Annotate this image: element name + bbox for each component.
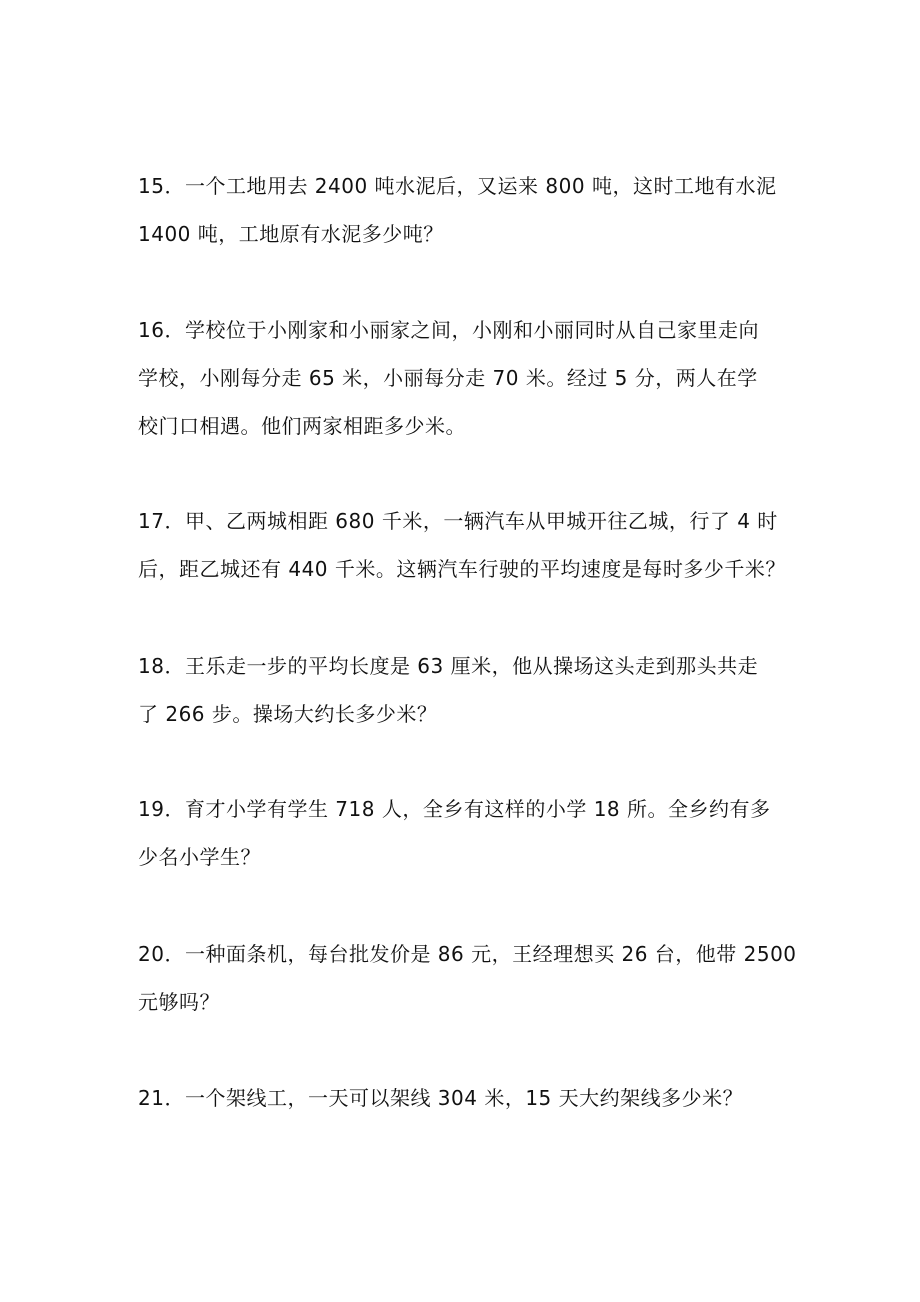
problem-18 bbox=[138, 642, 788, 738]
problem-15 bbox=[138, 162, 788, 258]
problem-line: 1400 吨，工地原有水泥多少吨？ bbox=[138, 222, 444, 246]
problem-line: 20．一种面条机，每台批发价是 86 元，王经理想买 26 台，他带 2500 bbox=[138, 942, 797, 966]
problem-16 bbox=[138, 306, 788, 450]
problem-line: 少名小学生？ bbox=[138, 845, 261, 869]
problem-21 bbox=[138, 1074, 788, 1122]
problem-line: 学校，小刚每分走 65 米，小丽每分走 70 米。经过 5 分，两人在学 bbox=[138, 366, 758, 390]
problem-line: 元够吗？ bbox=[138, 990, 220, 1014]
problem-line: 19．育才小学有学生 718 人，全乡有这样的小学 18 所。全乡约有多 bbox=[138, 797, 771, 821]
problem-line: 17．甲、乙两城相距 680 千米，一辆汽车从甲城开往乙城，行了 4 时 bbox=[138, 509, 778, 533]
problem-line: 18．王乐走一步的平均长度是 63 厘米，他从操场这头走到那头共走 bbox=[138, 654, 759, 678]
problem-line: 校门口相遇。他们两家相距多少米。 bbox=[138, 414, 466, 438]
problem-17 bbox=[138, 497, 788, 593]
problem-line: 16．学校位于小刚家和小丽家之间，小刚和小丽同时从自己家里走向 bbox=[138, 318, 759, 342]
problem-20 bbox=[138, 930, 797, 1026]
problem-line: 了 266 步。操场大约长多少米？ bbox=[138, 702, 438, 726]
problem-line: 21．一个架线工，一天可以架线 304 米，15 天大约架线多少米？ bbox=[138, 1086, 744, 1110]
problem-19 bbox=[138, 785, 788, 881]
problem-line: 15．一个工地用去 2400 吨水泥后，又运来 800 吨，这时工地有水泥 bbox=[138, 174, 777, 198]
problem-line: 后，距乙城还有 440 千米。这辆汽车行驶的平均速度是每时多少千米？ bbox=[138, 557, 786, 581]
